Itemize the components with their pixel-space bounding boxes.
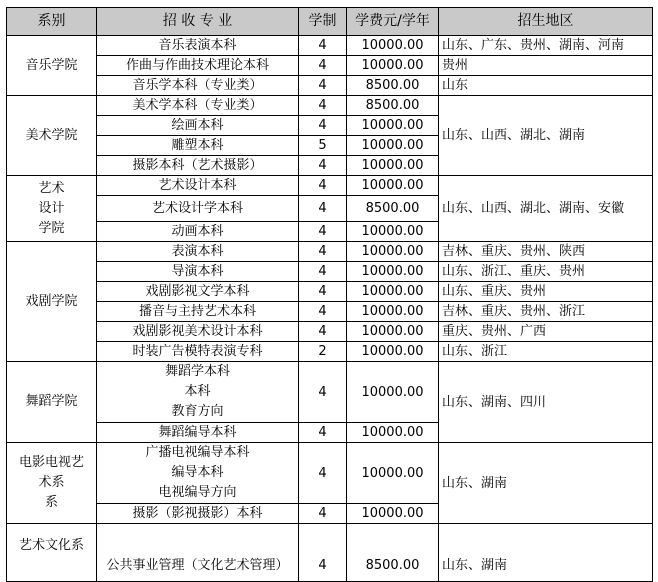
dept-line: 设计 [38,200,65,216]
region-cell: 吉林、重庆、贵州、陕西 [439,242,653,262]
table-row [7,56,653,76]
header-regions: 招生地区 [439,8,653,36]
dept-cell: 舞蹈学院 [7,362,97,443]
years-cell: 2 [299,342,347,362]
fee-cell: 10000.00 [347,156,439,176]
fee-cell: 10000.00 [347,262,439,282]
major-cell: 戏剧影视文学本科 [97,282,299,302]
table-row [7,242,653,262]
years-cell: 4 [299,56,347,76]
region-cell: 山东、湖南 [439,443,653,524]
years-cell: 4 [299,116,347,136]
dept-cell: 戏剧学院 [7,242,97,362]
table-row [7,342,653,362]
major-cell: 作曲与作曲技术理论本科 [97,56,299,76]
years-cell: 4 [299,262,347,282]
major-cell: 摄影本科（艺术摄影） [97,156,299,176]
years-cell: 4 [299,156,347,176]
major-cell [97,443,299,504]
major-cell: 音乐表演本科 [97,36,299,56]
table-row [7,322,653,342]
region-cell: 山东、湖南 [439,524,653,582]
dept-cell [7,176,97,242]
major-cell: 公共事业管理（文化艺术管理） [97,524,299,582]
table-row [7,302,653,322]
region-cell: 山东、山西、湖北、湖南、安徽 [439,176,653,242]
table-row [7,443,653,504]
dept-cell [7,443,97,524]
years-cell: 4 [299,96,347,116]
table-row [7,76,653,96]
years-cell: 4 [299,423,347,443]
major-cell: 时装广告模特表演专科 [97,342,299,362]
header-major: 招 收 专 业 [97,8,299,36]
fee-cell: 10000.00 [347,222,439,242]
years-cell: 4 [299,222,347,242]
years-cell: 4 [299,176,347,196]
fee-cell: 10000.00 [347,362,439,423]
region-cell: 山东、湖南、四川 [439,362,653,443]
fee-cell: 10000.00 [347,423,439,443]
region-cell: 山东、广东、贵州、湖南、河南 [439,36,653,56]
fee-cell: 10000.00 [347,443,439,504]
years-cell: 4 [299,196,347,222]
region-cell: 山东、浙江 [439,342,653,362]
major-cell: 表演本科 [97,242,299,262]
region-cell: 山东 [439,76,653,96]
major-cell: 舞蹈编导本科 [97,423,299,443]
major-cell: 音乐学本科（专业类） [97,76,299,96]
years-cell: 4 [299,443,347,504]
table-row [7,282,653,302]
table-row [7,362,653,423]
fee-cell: 10000.00 [347,282,439,302]
region-cell: 山东、浙江、重庆、贵州 [439,262,653,282]
major-cell: 戏剧影视美术设计本科 [97,322,299,342]
fee-cell: 10000.00 [347,36,439,56]
header-fee: 学费元/学年 [347,8,439,36]
major-cell: 动画本科 [97,222,299,242]
years-cell: 4 [299,524,347,582]
major-cell [97,362,299,423]
years-cell: 4 [299,504,347,524]
major-cell: 美术学本科（专业类） [97,96,299,116]
years-cell: 5 [299,136,347,156]
region-cell: 贵州 [439,56,653,76]
major-line: 编导本科 [171,465,224,480]
major-cell: 艺术设计学本科 [97,196,299,222]
fee-cell: 10000.00 [347,342,439,362]
major-line: 教育方向 [171,404,224,419]
years-cell: 4 [299,36,347,56]
major-cell: 艺术设计本科 [97,176,299,196]
table-row [7,176,653,196]
fee-cell: 10000.00 [347,322,439,342]
fee-cell: 8500.00 [347,76,439,96]
years-cell: 4 [299,302,347,322]
dept-line: 系 [44,495,58,510]
dept-cell: 艺术文化系 [7,524,97,582]
region-cell: 吉林、重庆、贵州、浙江 [439,302,653,322]
fee-cell: 10000.00 [347,136,439,156]
fee-cell: 8500.00 [347,524,439,582]
fee-cell: 10000.00 [347,302,439,322]
fee-cell: 8500.00 [347,196,439,222]
major-line: 本科 [184,384,211,399]
region-cell: 山东、重庆、贵州 [439,282,653,302]
header-years: 学制 [299,8,347,36]
region-cell: 重庆、贵州、广西 [439,322,653,342]
years-cell: 4 [299,242,347,262]
fee-cell: 10000.00 [347,116,439,136]
dept-line: 电影电视艺 [18,455,84,470]
header-dept: 系别 [7,8,97,36]
fee-cell: 10000.00 [347,56,439,76]
major-line: 舞蹈学本科 [164,364,230,379]
major-line: 广播电视编导本科 [145,445,250,460]
fee-cell: 10000.00 [347,176,439,196]
years-cell: 4 [299,282,347,302]
fee-cell: 8500.00 [347,96,439,116]
admissions-table [6,7,653,582]
table-row [7,262,653,282]
table-row [7,96,653,116]
years-cell: 4 [299,76,347,96]
years-cell: 4 [299,322,347,342]
region-cell: 山东、山西、湖北、湖南 [439,96,653,176]
major-cell: 导演本科 [97,262,299,282]
dept-line: 学院 [38,220,65,236]
major-cell: 播音与主持艺术本科 [97,302,299,322]
major-cell: 雕塑本科 [97,136,299,156]
table-row [7,524,653,582]
years-cell: 4 [299,362,347,423]
major-line: 电视编导方向 [158,485,237,500]
major-cell: 摄影（影视摄影）本科 [97,504,299,524]
dept-cell: 音乐学院 [7,36,97,96]
fee-cell: 10000.00 [347,242,439,262]
header-row [7,8,653,36]
table-row [7,36,653,56]
major-cell: 绘画本科 [97,116,299,136]
dept-line: 术系 [38,475,65,490]
dept-line: 艺术 [38,180,65,196]
dept-cell: 美术学院 [7,96,97,176]
fee-cell: 10000.00 [347,504,439,524]
